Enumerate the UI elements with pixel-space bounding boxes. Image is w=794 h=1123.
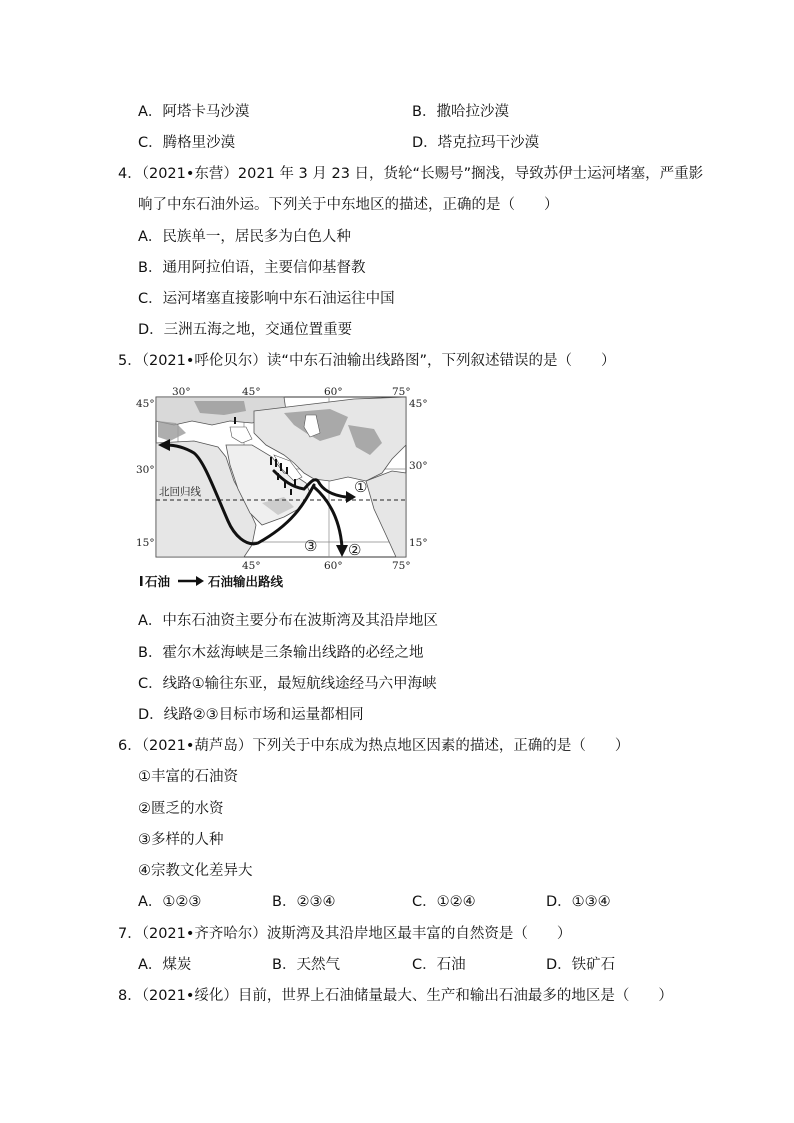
q6-option-c[interactable]: C．①②④ <box>412 894 476 910</box>
lat-label-15-right: 15° <box>409 537 428 549</box>
q7-option-b[interactable]: B．天然气 <box>272 957 340 973</box>
q4-option-d[interactable]: D．三洲五海之地，交通位置重要 <box>138 322 353 338</box>
legend-route-label: 石油输出路线 <box>208 574 284 589</box>
lat-label-45-right: 45° <box>409 398 428 410</box>
lon-label-60-bottom: 60° <box>324 560 343 572</box>
lon-label-75-top: 75° <box>392 386 411 398</box>
q5-option-c[interactable]: C．线路①输往东亚，最短航线途经马六甲海峡 <box>138 676 437 692</box>
lon-label-60-top: 60° <box>324 386 343 398</box>
q4-option-c[interactable]: C．运河堵塞直接影响中东石油运往中国 <box>138 291 395 307</box>
q7-stem: 7．（2021•齐齐哈尔）波斯湾及其沿岸地区最丰富的自然资是（ ） <box>118 926 572 942</box>
q3-option-c[interactable]: C．腾格里沙漠 <box>138 135 236 151</box>
q4-option-b[interactable]: B．通用阿拉伯语，主要信仰基督教 <box>138 260 366 276</box>
q5-option-b[interactable]: B．霍尔木兹海峡是三条输出线路的必经之地 <box>138 645 424 661</box>
lon-label-45-bottom: 45° <box>242 560 261 572</box>
lat-label-15-left: 15° <box>136 537 155 549</box>
q3-option-a[interactable]: A．阿塔卡马沙漠 <box>138 104 250 120</box>
q6-item-3: ③多样的人种 <box>138 832 224 848</box>
q7-option-a[interactable]: A．煤炭 <box>138 957 192 973</box>
route-2-label: ② <box>348 541 362 559</box>
route-1-label: ① <box>354 478 368 496</box>
lat-label-45-left: 45° <box>136 398 155 410</box>
q3-option-b[interactable]: B．撒哈拉沙漠 <box>412 104 509 120</box>
q7-option-c[interactable]: C．石油 <box>412 957 466 973</box>
q4-stem-line1: 4．（2021•东营）2021 年 3 月 23 日，货轮“长赐号”搁浅，导致苏伊士运河堵塞，严重影 <box>118 166 704 182</box>
q6-option-b[interactable]: B．②③④ <box>272 894 336 910</box>
q5-option-d[interactable]: D．线路②③目标市场和运量都相同 <box>138 707 364 723</box>
legend-oil-icon <box>140 576 143 586</box>
route-3-label: ③ <box>304 537 318 555</box>
lon-label-75-bottom: 75° <box>392 560 411 572</box>
q7-option-d[interactable]: D．铁矿石 <box>546 957 616 973</box>
lon-label-45-top: 45° <box>242 386 261 398</box>
q8-stem: 8．（2021•绥化）目前，世界上石油储量最大、生产和输出石油最多的地区是（ ） <box>118 988 673 1004</box>
q5-stem: 5．（2021•呼伦贝尔）读“中东石油输出线路图”，下列叙述错误的是（ ） <box>118 353 616 369</box>
q6-item-4: ④宗教文化差异大 <box>138 863 253 879</box>
q3-option-d[interactable]: D．塔克拉玛干沙漠 <box>412 135 540 151</box>
q6-item-1: ①丰富的石油资 <box>138 769 238 785</box>
q6-item-2: ②匮乏的水资 <box>138 801 224 817</box>
lat-label-30-right: 30° <box>409 460 428 472</box>
q6-stem: 6．（2021•葫芦岛）下列关于中东成为热点地区因素的描述，正确的是（ ） <box>118 738 630 754</box>
q5-option-a[interactable]: A．中东石油资主要分布在波斯湾及其沿岸地区 <box>138 613 438 629</box>
legend-oil-label: 石油 <box>145 574 171 589</box>
middle-east-oil-route-map <box>134 385 430 595</box>
q6-option-d[interactable]: D．①③④ <box>546 894 611 910</box>
legend-route-arrow <box>196 576 204 586</box>
tropic-label: 北回归线 <box>159 486 201 498</box>
lat-label-30-left: 30° <box>136 464 155 476</box>
q4-stem-line2: 响了中东石油外运。下列关于中东地区的描述，正确的是（ ） <box>138 197 559 213</box>
lon-label-30-top: 30° <box>172 386 191 398</box>
q6-option-a[interactable]: A．①②③ <box>138 894 202 910</box>
q4-option-a[interactable]: A．民族单一，居民多为白色人种 <box>138 229 351 245</box>
